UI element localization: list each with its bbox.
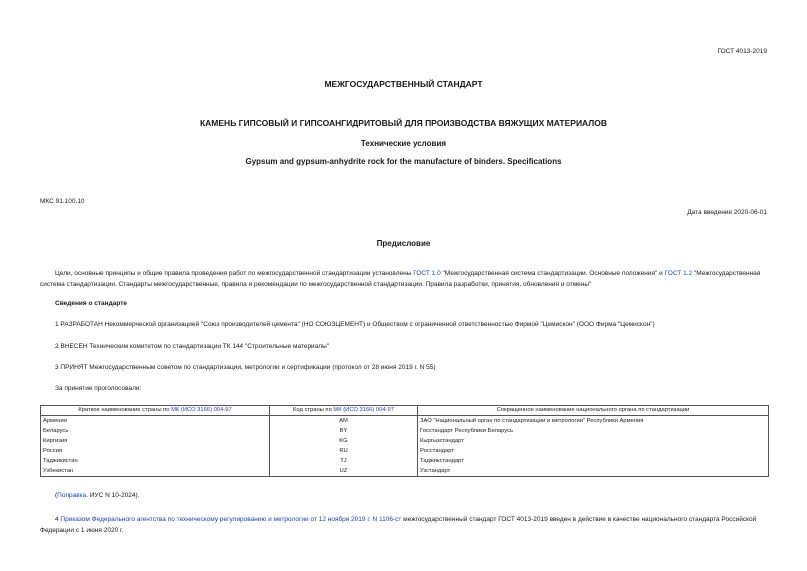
table-row	[41, 436, 769, 446]
preface-text-1: Цели, основные принципы и общие правила проведения работ по межгосударственной стандартизации установлены	[55, 270, 414, 277]
table-row	[41, 446, 769, 456]
gost-1-0-link[interactable]: ГОСТ 1.0	[413, 270, 441, 277]
standards-body: Росстандарт	[418, 446, 769, 456]
standards-body: Узстандарт	[418, 466, 769, 477]
table-row	[41, 466, 769, 477]
country-code: KG	[270, 436, 418, 446]
country-code: RU	[270, 446, 418, 456]
standards-body: Таджикстандарт	[418, 456, 769, 466]
correction-rest: . ИУС N 10-2024).	[86, 492, 140, 499]
country-name: Беларусь	[41, 426, 270, 436]
document-title: КАМЕНЬ ГИПСОВЫЙ И ГИПСОАНГИДРИТОВЫЙ ДЛЯ ПРОИЗВОДСТВА ВЯЖУЩИХ МАТЕРИАЛОВ	[199, 118, 608, 128]
table-row	[41, 426, 769, 436]
order-link[interactable]: Приказом Федерального агентства по техническому регулированию и метрологии от 12 ноября 2019 г. N 1106-ст	[60, 516, 402, 523]
document-subtitle: Технические условия	[360, 139, 447, 148]
submitted-by-paragraph: 2 ВНЕСЕН Техническим комитетом по стандартизации ТК 144 "Строительные материалы"	[55, 343, 330, 350]
gost-code: ГОСТ 4013-2019	[717, 48, 767, 55]
mk-iso-link[interactable]: МК (ИСО 3166) 004-97	[333, 407, 394, 413]
enactment-text: межгосударственный стандарт ГОСТ 4013-2019 введен в действие в качестве национального стандарта Российской Федерации с 1 июня 2020 г.	[40, 516, 757, 534]
mks-code: МКС 91.100.10	[40, 198, 85, 205]
country-name: Таджикистан	[41, 456, 270, 466]
standards-body: Госстандарт Республики Беларусь	[418, 426, 769, 436]
country-code: TJ	[270, 456, 418, 466]
enactment-paragraph	[40, 514, 768, 536]
english-title: Gypsum and gypsum-anhydrite rock for the manufacture of binders. Specifications	[245, 157, 562, 166]
correction-open: (	[55, 492, 58, 499]
header-country-code	[270, 406, 418, 416]
preface-text-3: "Межгосударственная система стандартизации. Стандарты межгосударственные, правила и рекомендации по межгосударственной стандартизации. Правила разработки, принятия, обновления и отмены"	[40, 270, 761, 288]
mk-iso-link[interactable]: МК (ИСО 3166) 004-97	[171, 407, 232, 413]
header-country-text: Краткое наименование страны по	[78, 407, 172, 413]
voted-for-label: За принятие проголосовали:	[55, 385, 142, 392]
country-name: Киргизия	[41, 436, 270, 446]
gost-1-2-link[interactable]: ГОСТ 1.2	[664, 270, 693, 277]
standard-type-title: МЕЖГОСУДАРСТВЕННЫЙ СТАНДАРТ	[324, 79, 483, 89]
header-standards-body: Сокращенное наименование национального органа по стандартизации	[418, 406, 769, 416]
table-row	[41, 456, 769, 466]
header-country-name	[41, 406, 270, 416]
introduction-date: Дата введения 2020-06-01	[687, 209, 767, 216]
voting-countries-table	[40, 405, 769, 477]
header-code-text: Код страны по	[292, 407, 334, 413]
adopted-by-paragraph: 3 ПРИНЯТ Межгосударственным советом по стандартизации, метрологии и сертификации (протокол от 28 июня 2019 г. N 55)	[55, 364, 436, 371]
country-name: Узбекистан	[41, 466, 270, 477]
standards-body: ЗАО "Национальный орган по стандартизации и метрологии" Республики Армения	[418, 416, 769, 427]
country-code: UZ	[270, 466, 418, 477]
country-name: Армения	[41, 416, 270, 427]
standards-body: Кыргызстандарт	[418, 436, 769, 446]
correction-note	[55, 492, 140, 499]
developed-by-paragraph: 1 РАЗРАБОТАН Некоммерческой организацией "Союз производителей цемента" (НО СОЮЗЦЕМЕНТ) и Обществом с ограниченной ответственностью Фирмой "Цемискон" (ООО Фирма "Цемискон")	[55, 321, 655, 328]
standard-info-heading: Сведения о стандарте	[55, 300, 128, 307]
enactment-number: 4	[55, 516, 61, 523]
preface-text-2: "Межгосударственная система стандартизации. Основные положения" и	[440, 270, 665, 277]
table-row	[41, 416, 769, 427]
preface-paragraph	[40, 268, 768, 290]
table-header-row	[41, 406, 769, 416]
correction-link[interactable]: Поправка	[57, 492, 87, 499]
country-code: AM	[270, 416, 418, 427]
preface-heading: Предисловие	[376, 239, 431, 248]
country-name: Россия	[41, 446, 270, 456]
country-code: BY	[270, 426, 418, 436]
